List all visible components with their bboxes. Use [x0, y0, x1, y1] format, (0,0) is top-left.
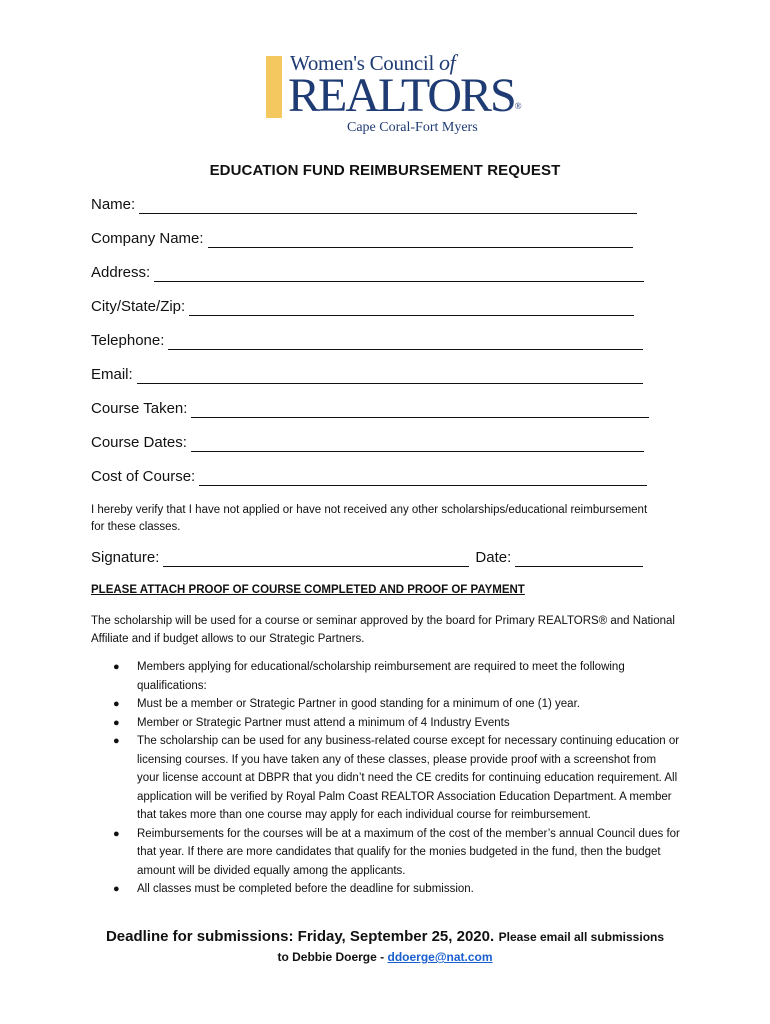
bullet-icon: ● [113, 883, 120, 895]
signature-line[interactable] [163, 549, 469, 567]
organization-logo [264, 48, 522, 140]
field-cost-of-course[interactable] [91, 468, 671, 502]
field-label: Cost of Course: [91, 468, 196, 485]
date-line[interactable] [515, 549, 643, 567]
field-label: Telephone: [91, 332, 165, 349]
field-address[interactable] [91, 264, 671, 298]
verification-statement: I hereby verify that I have not applied or have not received any other scholarships/educational reimbursement for these classes. [91, 504, 648, 533]
logo-line-1: Women's Council of [290, 50, 456, 75]
fill-line[interactable] [191, 434, 644, 452]
field-label: Address: [91, 264, 151, 281]
fill-line[interactable] [139, 196, 637, 214]
field-label: City/State/Zip: [91, 298, 186, 315]
deadline-tail: Please email all submissions [498, 930, 665, 944]
list-item [91, 732, 681, 825]
field-label: Email: [91, 366, 133, 383]
list-item [91, 880, 681, 899]
fill-line[interactable] [199, 468, 647, 486]
form-fields [91, 196, 671, 502]
field-city-state-zip[interactable] [91, 298, 671, 332]
signature-label: Signature: [91, 549, 160, 566]
list-item-text: Members applying for educational/scholarship reimbursement are required to meet the following qualifications: [137, 661, 625, 692]
field-course-dates[interactable] [91, 434, 671, 468]
field-name[interactable] [91, 196, 671, 230]
fill-line[interactable] [189, 298, 634, 316]
field-email[interactable] [91, 366, 671, 400]
list-item [91, 658, 681, 695]
submission-contact [0, 950, 770, 964]
logo-line-3: Cape Coral-Fort Myers [347, 120, 478, 135]
fill-line[interactable] [137, 366, 643, 384]
bullet-icon: ● [113, 735, 120, 747]
fill-line[interactable] [154, 264, 644, 282]
logo-accent-bar [266, 56, 282, 118]
fill-line[interactable] [168, 332, 643, 350]
form-title: EDUCATION FUND REIMBURSEMENT REQUEST [209, 162, 561, 179]
list-item-text: All classes must be completed before the deadline for submission. [137, 883, 474, 895]
fill-line[interactable] [208, 230, 633, 248]
list-item-text: Reimbursements for the courses will be at a maximum of the cost of the member’s annual Council dues for that year. If there are more candidates that qualify for the monies budgeted in the fund, then the budget amount will be divided equally among the applicants. [137, 827, 680, 877]
date-label: Date: [475, 549, 512, 566]
field-company-name[interactable] [91, 230, 671, 264]
list-item-text: Member or Strategic Partner must attend a minimum of 4 Industry Events [137, 716, 510, 729]
deadline-notice [0, 928, 770, 946]
bullet-icon: ● [113, 661, 120, 673]
signature-row [91, 549, 643, 567]
bullet-icon: ● [113, 698, 120, 710]
field-label: Company Name: [91, 230, 204, 247]
list-item-text: The scholarship can be used for any business-related course except for necessary continuing education or licensing courses. If you have taken any of these classes, please provide proof with a screenshot from your license account at DBPR that you didn’t need the CE credits for continuing education requirement. All application will be verified by Royal Palm Coast REALTOR Association Education Department. A member that takes more than one course may apply for each individual course for reimbursement. [137, 735, 680, 821]
attach-proof-notice: PLEASE ATTACH PROOF OF COURSE COMPLETED AND PROOF OF PAYMENT [91, 584, 525, 596]
list-item [91, 695, 681, 714]
list-item [91, 714, 681, 733]
scholarship-description: The scholarship will be used for a course or seminar approved by the board for Primary REALTORS® and National Affiliate and if budget allows to our Strategic Partners. [91, 615, 675, 645]
field-label: Course Taken: [91, 400, 188, 417]
contact-prefix: to Debbie Doerge - [277, 950, 388, 964]
deadline-main: Deadline for submissions: Friday, September 25, 2020. [105, 928, 495, 945]
logo-line-2: REALTORS® [288, 69, 522, 122]
bullet-icon: ● [113, 827, 120, 840]
bullet-icon: ● [113, 716, 120, 729]
field-course-taken[interactable] [91, 400, 671, 434]
field-label: Course Dates: [91, 434, 187, 451]
list-item-text: Must be a member or Strategic Partner in good standing for a minimum of one (1) year. [137, 698, 580, 710]
field-telephone[interactable] [91, 332, 671, 366]
field-label: Name: [91, 196, 136, 213]
email-link[interactable]: ddoerge@nat.com [387, 950, 493, 964]
qualification-list [91, 658, 681, 899]
fill-line[interactable] [191, 400, 649, 418]
list-item [91, 825, 681, 881]
